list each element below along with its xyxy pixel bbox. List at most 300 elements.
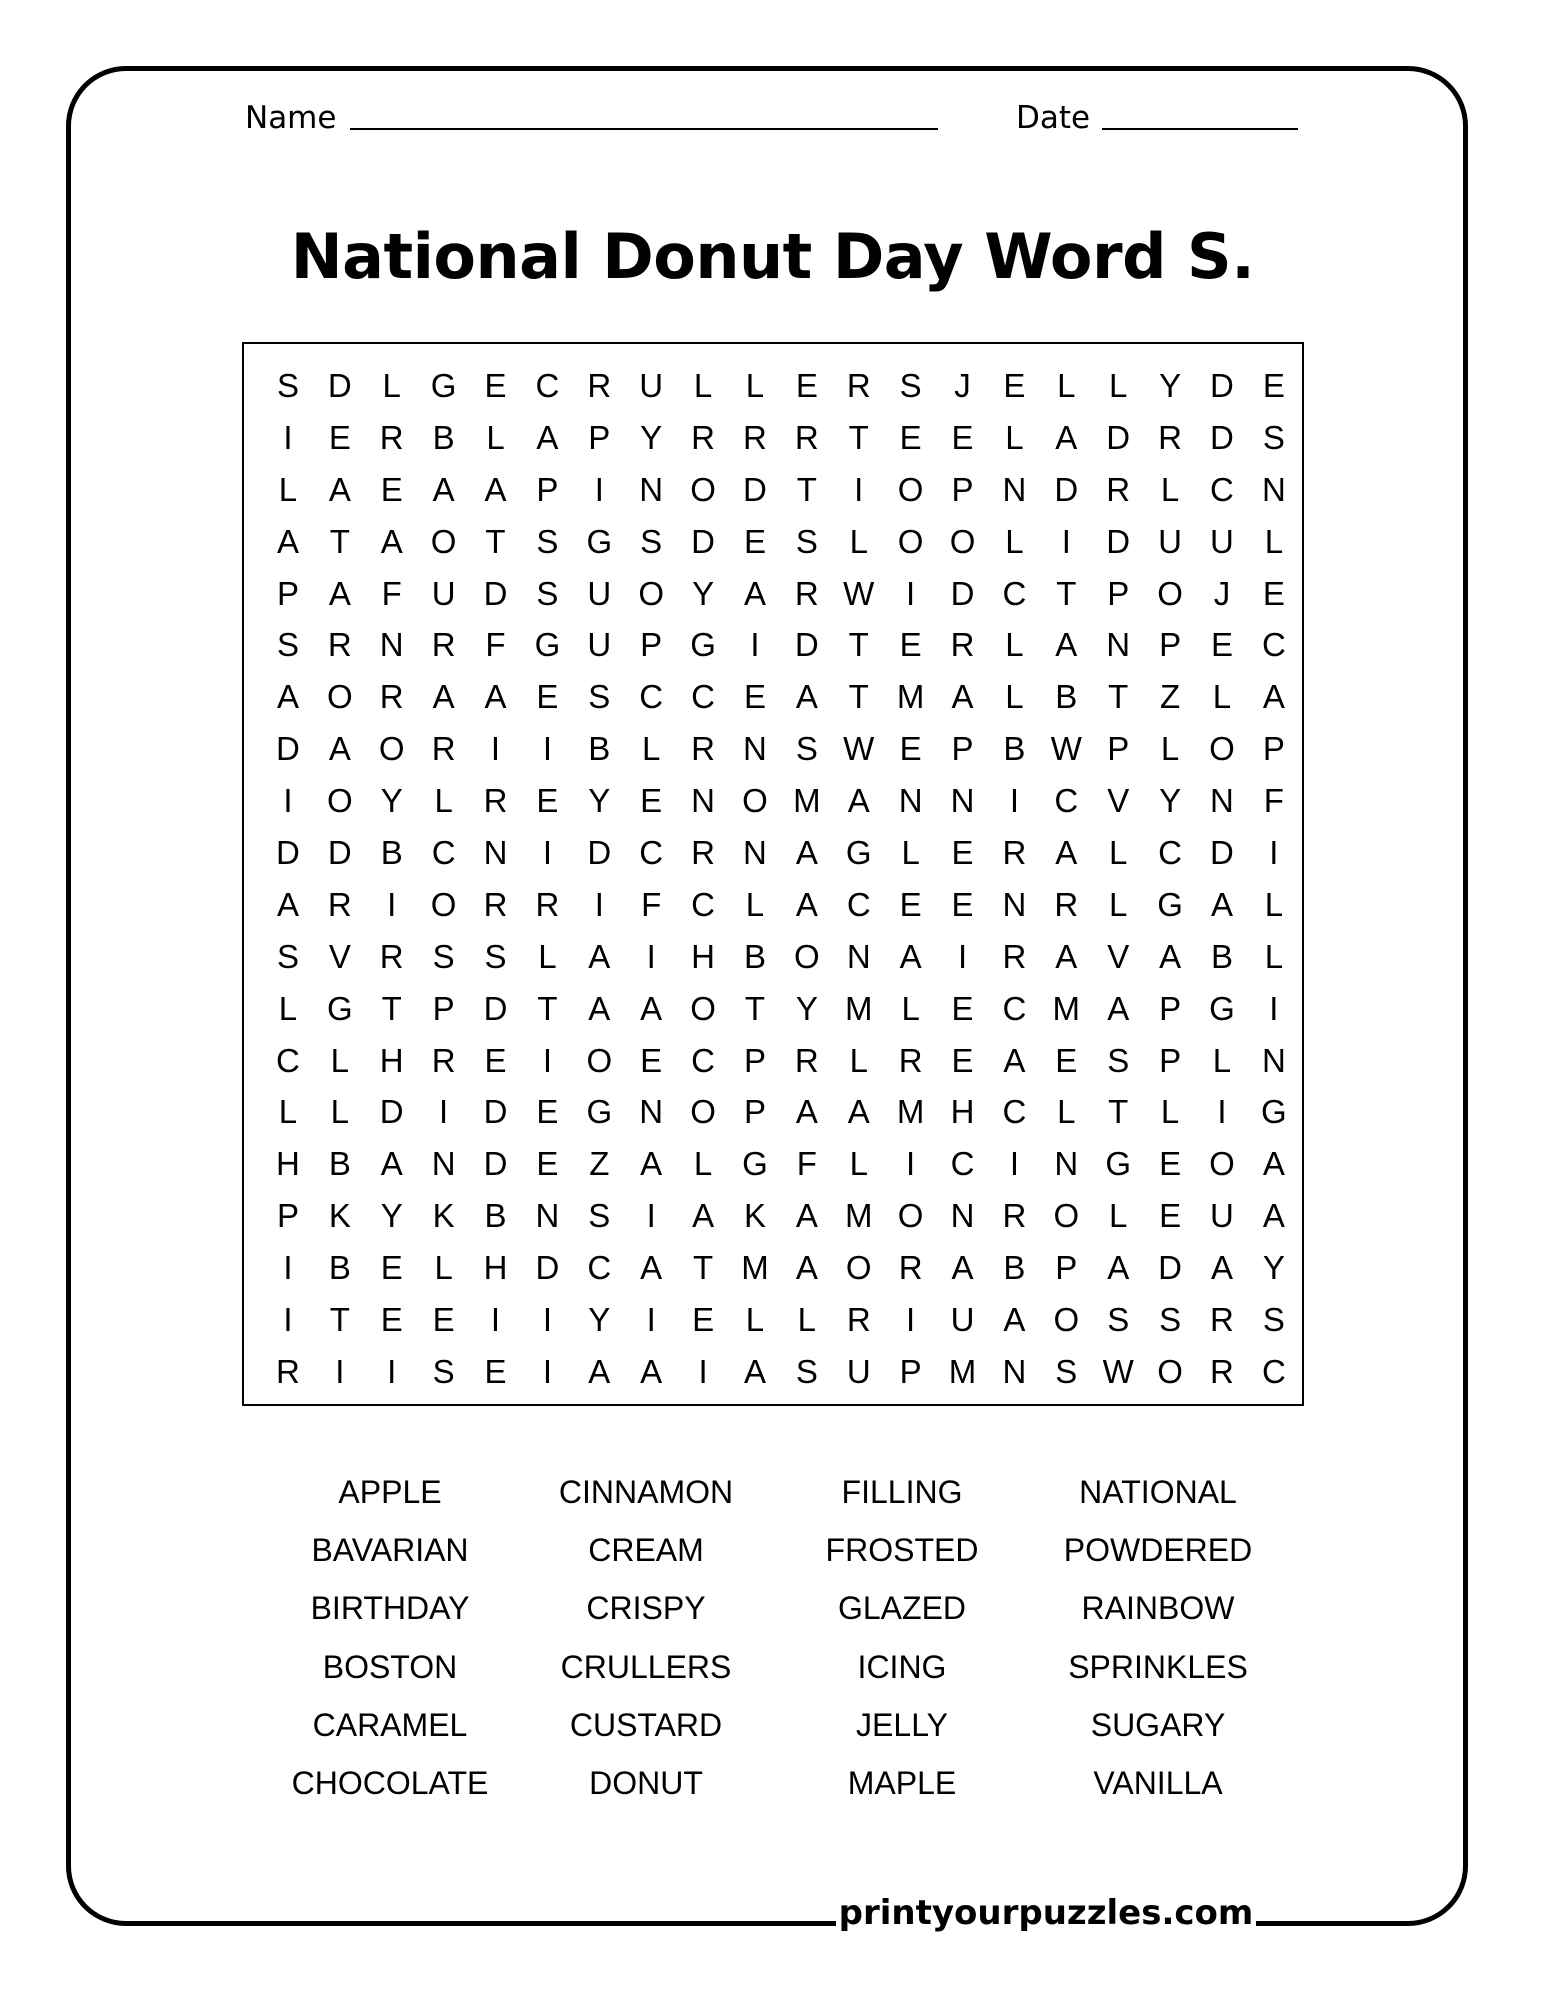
- grid-letter: P: [743, 1093, 766, 1131]
- grid-letter: M: [844, 1197, 873, 1235]
- grid-letter: Y: [380, 782, 403, 820]
- grid-letter: B: [588, 730, 611, 768]
- grid-letter: H: [691, 937, 715, 975]
- grid-letter: E: [380, 470, 403, 508]
- grid-letter: R: [691, 418, 715, 456]
- grid-letter: E: [1003, 366, 1026, 404]
- grid-letter: A: [328, 574, 351, 612]
- grid-letter: G: [1261, 1093, 1287, 1131]
- grid-letter: P: [1107, 574, 1130, 612]
- grid-letter: E: [951, 1041, 974, 1079]
- grid-letter: R: [327, 626, 352, 664]
- grid-letter: S: [276, 937, 299, 975]
- grid-letter: G: [1105, 1145, 1132, 1183]
- grid-letter: A: [588, 937, 611, 975]
- grid-letter: O: [1157, 574, 1183, 612]
- grid-letter: N: [1002, 1352, 1027, 1390]
- word-list-item: SUGARY: [1090, 1706, 1226, 1743]
- grid-letter: R: [1002, 833, 1027, 871]
- grid-letter: T: [485, 522, 506, 560]
- grid-letter: C: [1054, 782, 1079, 820]
- grid-letter: N: [639, 470, 664, 508]
- grid-letter: I: [387, 885, 397, 923]
- grid-letter: I: [542, 1041, 552, 1079]
- grid-letter: U: [1158, 522, 1182, 560]
- grid-letter: A: [899, 937, 922, 975]
- grid-letter: H: [483, 1249, 508, 1287]
- grid-letter: U: [1210, 522, 1234, 560]
- grid-letter: I: [750, 626, 760, 664]
- grid-letter: N: [846, 937, 871, 975]
- grid-letter: A: [1159, 937, 1182, 975]
- grid-letter: T: [329, 522, 350, 560]
- grid-letter: O: [845, 1249, 872, 1287]
- grid-letter: I: [1217, 1093, 1227, 1131]
- grid-letter: L: [1160, 1093, 1180, 1131]
- grid-letter: E: [899, 418, 922, 456]
- grid-letter: O: [690, 989, 716, 1027]
- grid-letter: H: [379, 1041, 404, 1079]
- grid-letter: T: [796, 470, 817, 508]
- grid-letter: T: [848, 418, 869, 456]
- grid-letter: R: [1054, 885, 1079, 923]
- date-field-line[interactable]: [1102, 128, 1298, 130]
- grid-letter: A: [795, 678, 818, 716]
- grid-letter: A: [640, 1145, 663, 1183]
- word-list-item: CARAMEL: [312, 1706, 468, 1743]
- grid-letter: B: [328, 1249, 351, 1287]
- grid-letter: O: [586, 1041, 613, 1079]
- grid-letter: B: [1210, 937, 1233, 975]
- grid-letter: Y: [588, 1300, 611, 1338]
- grid-letter: U: [587, 626, 612, 664]
- grid-letter: N: [1002, 470, 1027, 508]
- grid-letter: O: [1157, 1352, 1183, 1390]
- grid-letter: N: [691, 782, 715, 820]
- grid-letter: I: [906, 574, 916, 612]
- grid-letter: A: [692, 1197, 715, 1235]
- grid-letter: I: [1269, 989, 1279, 1027]
- grid-letter: M: [741, 1249, 769, 1287]
- word-list-item: CINNAMON: [558, 1474, 734, 1510]
- grid-letter: L: [538, 937, 557, 975]
- grid-letter: L: [693, 366, 713, 404]
- grid-letter: L: [642, 730, 661, 768]
- grid-letter: E: [743, 678, 766, 716]
- grid-letter: L: [1160, 470, 1180, 508]
- grid-letter: B: [432, 418, 455, 456]
- grid-letter: B: [1003, 1249, 1026, 1287]
- grid-letter: A: [276, 678, 299, 716]
- grid-letter: R: [1210, 1300, 1234, 1338]
- grid-letter: Y: [1159, 782, 1182, 820]
- grid-letter: T: [329, 1300, 350, 1338]
- word-list-item: CUSTARD: [569, 1706, 723, 1743]
- grid-letter: G: [1209, 989, 1235, 1027]
- grid-letter: W: [843, 574, 875, 612]
- grid-letter: P: [1159, 989, 1182, 1027]
- grid-letter: N: [535, 1197, 560, 1235]
- name-label: Name: [245, 100, 337, 136]
- grid-letter: D: [276, 833, 300, 871]
- grid-letter: L: [1005, 678, 1024, 716]
- grid-letter: E: [1262, 574, 1285, 612]
- grid-letter: E: [743, 522, 766, 560]
- grid-letter: C: [1002, 1093, 1027, 1131]
- grid-letter: I: [283, 1300, 293, 1338]
- grid-letter: L: [1160, 730, 1180, 768]
- grid-letter: M: [844, 989, 873, 1027]
- grid-letter: S: [432, 1352, 455, 1390]
- grid-letter: N: [898, 782, 923, 820]
- word-list-item: FILLING: [841, 1474, 963, 1510]
- grid-letter: S: [1055, 1352, 1078, 1390]
- grid-letter: L: [745, 1300, 765, 1338]
- word-list-item: NATIONAL: [1079, 1474, 1237, 1510]
- grid-letter: I: [594, 470, 604, 508]
- grid-letter: R: [1002, 1197, 1027, 1235]
- grid-letter: A: [380, 1145, 403, 1183]
- grid-letter: L: [1212, 1041, 1232, 1079]
- grid-letter: O: [378, 730, 405, 768]
- grid-letter: A: [484, 678, 507, 716]
- grid-letter: P: [588, 418, 611, 456]
- grid-letter: E: [536, 782, 559, 820]
- grid-letter: E: [899, 626, 922, 664]
- grid-letter: O: [949, 522, 976, 560]
- grid-letter: N: [1106, 626, 1131, 664]
- site-footer: printyourpuzzles.com: [838, 1893, 1254, 1933]
- grid-letter: A: [432, 678, 455, 716]
- grid-letter: A: [951, 678, 974, 716]
- grid-letter: L: [1057, 1093, 1076, 1131]
- grid-letter: S: [1107, 1300, 1130, 1338]
- grid-letter: C: [846, 885, 871, 923]
- grid-letter: I: [1009, 1145, 1019, 1183]
- grid-letter: V: [1107, 937, 1130, 975]
- word-list-item: CHOCOLATE: [291, 1764, 489, 1801]
- grid-letter: A: [432, 470, 455, 508]
- grid-letter: R: [431, 730, 456, 768]
- grid-letter: K: [743, 1197, 766, 1235]
- grid-letter: R: [1106, 470, 1131, 508]
- grid-letter: A: [1055, 626, 1078, 664]
- grid-letter: G: [586, 1093, 613, 1131]
- grid-letter: T: [848, 678, 869, 716]
- grid-letter: Z: [1160, 678, 1181, 716]
- grid-letter: D: [535, 1249, 560, 1287]
- grid-letter: A: [743, 1352, 766, 1390]
- grid-letter: Y: [640, 418, 663, 456]
- grid-letter: A: [380, 522, 403, 560]
- grid-letter: N: [1002, 885, 1027, 923]
- grid-letter: C: [587, 1249, 612, 1287]
- grid-letter: B: [1055, 678, 1078, 716]
- grid-letter: C: [950, 1145, 975, 1183]
- grid-letter: A: [640, 1352, 663, 1390]
- grid-letter: O: [794, 937, 820, 975]
- grid-letter: U: [431, 574, 456, 612]
- grid-letter: E: [1210, 626, 1233, 664]
- grid-letter: R: [587, 366, 612, 404]
- grid-letter: A: [1055, 937, 1078, 975]
- grid-letter: I: [542, 1300, 552, 1338]
- grid-letter: R: [794, 574, 819, 612]
- grid-letter: N: [639, 1093, 664, 1131]
- grid-letter: D: [794, 626, 819, 664]
- grid-letter: I: [490, 1300, 501, 1338]
- grid-letter: S: [1159, 1300, 1182, 1338]
- grid-letter: C: [691, 885, 715, 923]
- grid-letter: R: [535, 885, 560, 923]
- grid-letter: S: [484, 937, 507, 975]
- grid-letter: A: [743, 574, 766, 612]
- grid-letter: G: [742, 1145, 768, 1183]
- grid-letter: K: [328, 1197, 351, 1235]
- grid-letter: O: [430, 522, 457, 560]
- grid-letter: R: [431, 1041, 456, 1079]
- grid-letter: L: [693, 1145, 713, 1183]
- word-list-item: BAVARIAN: [311, 1532, 469, 1569]
- grid-letter: E: [536, 678, 559, 716]
- grid-letter: C: [639, 678, 664, 716]
- grid-letter: U: [950, 1300, 975, 1338]
- grid-letter: L: [278, 989, 298, 1027]
- grid-letter: E: [951, 418, 974, 456]
- grid-letter: R: [1210, 1352, 1234, 1390]
- grid-letter: A: [1055, 418, 1078, 456]
- grid-letter: L: [797, 1300, 817, 1338]
- grid-letter: L: [1057, 366, 1076, 404]
- grid-letter: E: [795, 366, 818, 404]
- grid-letter: A: [536, 418, 559, 456]
- grid-letter: N: [483, 833, 508, 871]
- grid-letter: A: [276, 885, 299, 923]
- grid-letter: R: [898, 1041, 923, 1079]
- grid-letter: I: [854, 470, 864, 508]
- grid-letter: E: [484, 366, 507, 404]
- grid-letter: D: [743, 470, 767, 508]
- grid-letter: Y: [1159, 366, 1182, 404]
- grid-letter: P: [1107, 730, 1130, 768]
- word-list-item: JELLY: [856, 1706, 948, 1743]
- grid-letter: B: [1003, 730, 1026, 768]
- grid-letter: L: [849, 522, 868, 560]
- grid-letter: S: [640, 522, 663, 560]
- grid-letter: O: [1209, 1145, 1235, 1183]
- grid-letter: C: [1002, 574, 1027, 612]
- grid-letter: O: [742, 782, 768, 820]
- grid-letter: T: [1056, 574, 1077, 612]
- grid-letter: D: [691, 522, 715, 560]
- grid-letter: G: [690, 626, 716, 664]
- grid-letter: R: [691, 730, 715, 768]
- grid-letter: C: [691, 1041, 715, 1079]
- grid-letter: R: [950, 626, 975, 664]
- word-search-grid: [262, 360, 1300, 1398]
- grid-letter: N: [1261, 470, 1286, 508]
- grid-letter: R: [898, 1249, 923, 1287]
- word-list-item: VANILLA: [1093, 1764, 1223, 1801]
- grid-letter: R: [379, 937, 404, 975]
- grid-letter: N: [1261, 1041, 1286, 1079]
- grid-letter: E: [1159, 1145, 1182, 1183]
- grid-letter: L: [1264, 522, 1284, 560]
- grid-letter: R: [846, 366, 871, 404]
- grid-letter: M: [896, 678, 925, 716]
- grid-letter: D: [950, 574, 975, 612]
- grid-letter: S: [276, 626, 299, 664]
- name-field-line[interactable]: [350, 128, 938, 130]
- grid-letter: O: [897, 470, 924, 508]
- grid-letter: L: [330, 1041, 350, 1079]
- grid-letter: C: [1002, 989, 1027, 1027]
- grid-letter: R: [276, 1352, 300, 1390]
- grid-letter: T: [537, 989, 558, 1027]
- grid-letter: P: [432, 989, 455, 1027]
- grid-letter: J: [954, 366, 971, 404]
- grid-letter: O: [897, 522, 924, 560]
- grid-letter: G: [845, 833, 872, 871]
- grid-letter: E: [536, 1093, 559, 1131]
- grid-letter: O: [1053, 1300, 1080, 1338]
- grid-letter: F: [485, 626, 506, 664]
- grid-letter: E: [328, 418, 351, 456]
- grid-letter: A: [951, 1249, 974, 1287]
- grid-letter: A: [1262, 1145, 1285, 1183]
- grid-letter: E: [899, 885, 922, 923]
- grid-letter: C: [691, 678, 715, 716]
- grid-letter: I: [906, 1145, 916, 1183]
- grid-letter: Y: [588, 782, 611, 820]
- grid-letter: I: [594, 885, 604, 923]
- grid-letter: A: [795, 1249, 818, 1287]
- grid-letter: I: [1009, 782, 1019, 820]
- grid-letter: O: [638, 574, 665, 612]
- grid-letter: S: [588, 678, 611, 716]
- grid-letter: D: [483, 574, 508, 612]
- grid-letter: D: [276, 730, 300, 768]
- grid-letter: C: [1210, 470, 1234, 508]
- grid-letter: P: [276, 574, 299, 612]
- grid-letter: A: [484, 470, 507, 508]
- grid-letter: Y: [380, 1197, 403, 1235]
- date-label: Date: [1016, 100, 1091, 136]
- grid-letter: T: [1108, 1093, 1129, 1131]
- grid-letter: E: [536, 1145, 559, 1183]
- grid-letter: D: [483, 1145, 508, 1183]
- grid-letter: T: [692, 1249, 714, 1287]
- grid-letter: V: [328, 937, 351, 975]
- word-list-item: POWDERED: [1063, 1532, 1253, 1569]
- grid-letter: S: [795, 730, 818, 768]
- word-list-item: MAPLE: [847, 1764, 957, 1801]
- grid-letter: K: [432, 1197, 455, 1235]
- grid-letter: S: [795, 522, 818, 560]
- grid-letter: S: [432, 937, 455, 975]
- grid-letter: P: [276, 1197, 299, 1235]
- grid-letter: E: [899, 730, 922, 768]
- grid-letter: L: [434, 782, 453, 820]
- grid-letter: F: [796, 1145, 817, 1183]
- grid-letter: S: [536, 574, 559, 612]
- grid-letter: O: [1209, 730, 1235, 768]
- grid-letter: B: [380, 833, 403, 871]
- grid-letter: U: [1210, 1197, 1234, 1235]
- word-list-item: CREAM: [588, 1532, 704, 1569]
- grid-letter: D: [1210, 418, 1234, 456]
- grid-letter: L: [1109, 833, 1128, 871]
- grid-letter: W: [1102, 1352, 1134, 1390]
- grid-letter: B: [484, 1197, 507, 1235]
- grid-letter: L: [901, 833, 920, 871]
- grid-letter: E: [484, 1041, 507, 1079]
- grid-letter: L: [278, 1093, 298, 1131]
- grid-letter: D: [327, 833, 352, 871]
- word-list-item: SPRINKLES: [1068, 1648, 1248, 1685]
- grid-letter: A: [1003, 1300, 1026, 1338]
- grid-letter: O: [430, 885, 457, 923]
- grid-letter: L: [1264, 885, 1284, 923]
- grid-letter: U: [587, 574, 612, 612]
- grid-letter: R: [379, 678, 404, 716]
- grid-letter: M: [1052, 989, 1081, 1027]
- grid-letter: L: [1109, 1197, 1128, 1235]
- word-list-item: RAINBOW: [1081, 1590, 1235, 1627]
- grid-letter: I: [542, 1352, 552, 1390]
- grid-letter: L: [486, 418, 505, 456]
- grid-letter: L: [901, 989, 920, 1027]
- word-list-item: GLAZED: [837, 1590, 967, 1627]
- grid-letter: E: [432, 1300, 455, 1338]
- grid-letter: I: [387, 1352, 397, 1390]
- grid-letter: U: [846, 1352, 871, 1390]
- grid-letter: A: [640, 989, 663, 1027]
- word-list: [262, 1463, 1286, 1812]
- grid-letter: I: [646, 1300, 656, 1338]
- grid-letter: O: [327, 782, 353, 820]
- grid-letter: R: [379, 418, 404, 456]
- grid-letter: E: [380, 1249, 403, 1287]
- grid-letter: A: [847, 782, 870, 820]
- grid-letter: U: [639, 366, 664, 404]
- grid-letter: P: [951, 470, 974, 508]
- grid-letter: C: [276, 1041, 300, 1079]
- grid-letter: I: [1061, 522, 1071, 560]
- word-list-item: BOSTON: [322, 1648, 458, 1685]
- grid-letter: H: [276, 1145, 300, 1183]
- grid-letter: I: [283, 1249, 293, 1287]
- grid-letter: P: [899, 1352, 922, 1390]
- grid-letter: E: [1159, 1197, 1182, 1235]
- grid-letter: N: [950, 782, 975, 820]
- grid-letter: A: [795, 1093, 818, 1131]
- grid-letter: D: [483, 1093, 508, 1131]
- grid-letter: I: [335, 1352, 345, 1390]
- grid-letter: C: [1158, 833, 1182, 871]
- grid-letter: A: [1107, 1249, 1130, 1287]
- grid-letter: M: [793, 782, 821, 820]
- grid-letter: R: [1002, 937, 1027, 975]
- grid-letter: A: [795, 1197, 818, 1235]
- grid-letter: R: [483, 782, 508, 820]
- grid-letter: G: [1157, 885, 1183, 923]
- grid-letter: O: [1053, 1197, 1080, 1235]
- grid-letter: A: [276, 522, 299, 560]
- grid-letter: W: [1050, 730, 1082, 768]
- grid-letter: E: [1055, 1041, 1078, 1079]
- grid-letter: I: [906, 1300, 916, 1338]
